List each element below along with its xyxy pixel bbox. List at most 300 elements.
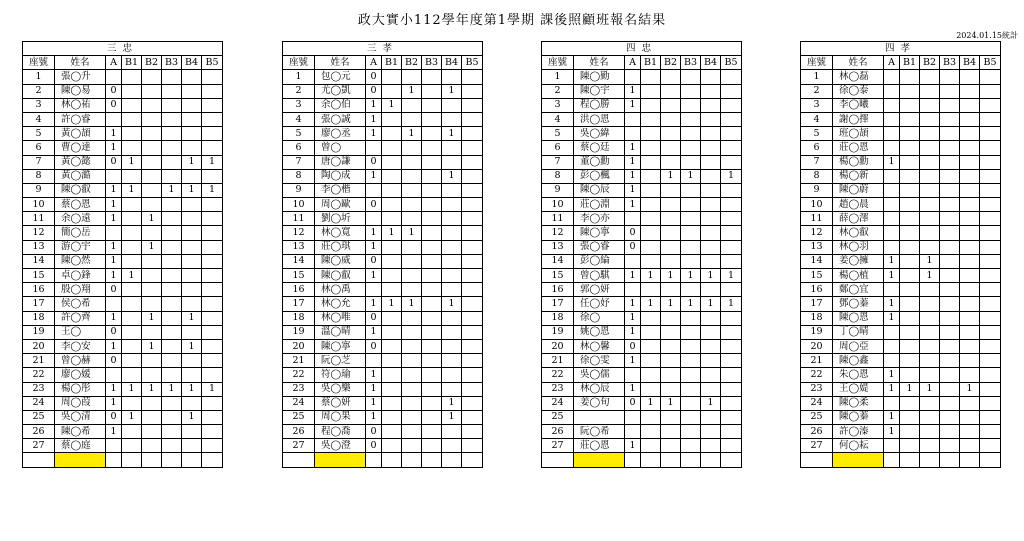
signup-cell — [980, 183, 1001, 197]
student-row — [283, 325, 483, 339]
seat-number: 22 — [23, 368, 55, 382]
signup-cell — [681, 127, 701, 141]
student-name: 蔡◯恩 — [55, 198, 106, 212]
student-name: 符◯瑜 — [315, 368, 366, 382]
signup-cell — [940, 382, 960, 396]
seat-number: 18 — [801, 311, 833, 325]
signup-cell: 1 — [625, 439, 641, 453]
signup-cell — [980, 283, 1001, 297]
signup-cell — [940, 112, 960, 126]
student-row — [801, 325, 1001, 339]
signup-cell — [940, 354, 960, 368]
signup-cell — [960, 98, 980, 112]
seat-number: 24 — [542, 396, 574, 410]
student-row — [542, 410, 742, 424]
signup-cell — [382, 425, 402, 439]
signup-cell — [402, 212, 422, 226]
signup-cell — [162, 240, 182, 254]
seat-number: 16 — [23, 283, 55, 297]
seat-number: 8 — [23, 169, 55, 183]
student-name: 林◯寬 — [315, 226, 366, 240]
signup-cell: 1 — [106, 382, 122, 396]
signup-cell — [721, 127, 742, 141]
student-row — [23, 368, 223, 382]
student-row — [801, 183, 1001, 197]
signup-cell — [462, 70, 483, 84]
seat-number: 6 — [23, 141, 55, 155]
signup-cell — [721, 183, 742, 197]
signup-cell — [960, 396, 980, 410]
signup-cell — [681, 311, 701, 325]
student-name: 姚◯恩 — [574, 325, 625, 339]
student-row — [283, 368, 483, 382]
signup-cell — [162, 70, 182, 84]
seat-number: 16 — [283, 283, 315, 297]
signup-cell — [884, 283, 900, 297]
student-row — [542, 98, 742, 112]
signup-cell — [202, 297, 223, 311]
signup-cell: 0 — [366, 311, 382, 325]
column-header: 姓名 — [833, 56, 884, 70]
empty-cell — [701, 453, 721, 467]
signup-cell — [122, 127, 142, 141]
signup-cell — [402, 169, 422, 183]
signup-cell — [402, 183, 422, 197]
student-row — [283, 226, 483, 240]
seat-number: 2 — [283, 84, 315, 98]
signup-cell — [162, 127, 182, 141]
seat-number: 21 — [23, 354, 55, 368]
signup-cell — [701, 439, 721, 453]
seat-number: 3 — [801, 98, 833, 112]
signup-cell — [920, 439, 940, 453]
signup-cell: 1 — [106, 212, 122, 226]
student-row — [23, 141, 223, 155]
signup-cell — [920, 368, 940, 382]
signup-cell: 1 — [182, 410, 202, 424]
signup-cell — [980, 112, 1001, 126]
seat-number: 17 — [542, 297, 574, 311]
student-row — [542, 198, 742, 212]
student-row — [801, 269, 1001, 283]
signup-cell — [884, 70, 900, 84]
signup-cell — [422, 212, 442, 226]
signup-cell — [422, 439, 442, 453]
signup-cell: 1 — [182, 382, 202, 396]
signup-cell — [202, 325, 223, 339]
signup-cell — [625, 425, 641, 439]
signup-cell — [701, 212, 721, 226]
seat-number: 11 — [801, 212, 833, 226]
student-row — [801, 339, 1001, 353]
student-name: 吳◯澄 — [315, 439, 366, 453]
signup-cell: 1 — [142, 212, 162, 226]
signup-cell — [142, 439, 162, 453]
student-row — [283, 141, 483, 155]
student-name: 黃◯頡 — [55, 127, 106, 141]
student-name: 何◯耘 — [833, 439, 884, 453]
signup-cell — [920, 212, 940, 226]
student-name: 姜◯旬 — [574, 396, 625, 410]
signup-cell — [641, 410, 661, 424]
signup-cell — [980, 212, 1001, 226]
signup-cell — [980, 155, 1001, 169]
signup-cell — [980, 382, 1001, 396]
signup-cell — [701, 325, 721, 339]
student-row — [542, 269, 742, 283]
signup-cell — [681, 70, 701, 84]
empty-cell — [960, 453, 980, 467]
student-name: 吳◯樂 — [315, 382, 366, 396]
signup-cell — [162, 155, 182, 169]
signup-cell — [382, 368, 402, 382]
signup-cell — [641, 311, 661, 325]
signup-cell — [106, 439, 122, 453]
seat-number: 13 — [283, 240, 315, 254]
seat-number: 5 — [542, 127, 574, 141]
signup-cell — [960, 127, 980, 141]
student-row — [283, 155, 483, 169]
student-name: 吳◯儒 — [574, 368, 625, 382]
signup-cell — [980, 439, 1001, 453]
signup-cell — [661, 339, 681, 353]
student-name: 曾◯赫 — [55, 354, 106, 368]
signup-cell — [661, 240, 681, 254]
signup-cell: 1 — [106, 198, 122, 212]
student-name: 游◯宇 — [55, 240, 106, 254]
signup-cell — [884, 339, 900, 353]
signup-cell: 1 — [182, 183, 202, 197]
signup-cell — [721, 325, 742, 339]
seat-number: 1 — [801, 70, 833, 84]
signup-cell: 1 — [382, 226, 402, 240]
student-name: 蔡◯庭 — [55, 439, 106, 453]
signup-cell: 1 — [701, 396, 721, 410]
signup-cell — [920, 98, 940, 112]
signup-cell — [661, 183, 681, 197]
student-name: 楊◯彤 — [55, 382, 106, 396]
signup-cell — [681, 339, 701, 353]
signup-cell — [162, 368, 182, 382]
signup-cell: 1 — [366, 226, 382, 240]
signup-cell — [122, 212, 142, 226]
signup-cell — [142, 169, 162, 183]
signup-cell — [422, 269, 442, 283]
signup-cell — [721, 283, 742, 297]
signup-cell — [980, 198, 1001, 212]
signup-cell — [960, 112, 980, 126]
student-name: 吳◯緯 — [574, 127, 625, 141]
signup-cell — [202, 283, 223, 297]
signup-cell — [122, 311, 142, 325]
highlight-cell — [833, 453, 884, 467]
signup-cell — [382, 240, 402, 254]
signup-cell — [142, 112, 162, 126]
signup-cell: 1 — [625, 354, 641, 368]
empty-cell — [721, 453, 742, 467]
signup-cell: 1 — [625, 198, 641, 212]
student-name: 彭◯綸 — [574, 254, 625, 268]
student-row — [801, 226, 1001, 240]
signup-cell — [182, 141, 202, 155]
signup-cell — [641, 183, 661, 197]
highlight-cell — [574, 453, 625, 467]
student-row — [23, 112, 223, 126]
signup-cell — [162, 84, 182, 98]
seat-number: 18 — [283, 311, 315, 325]
empty-cell — [980, 453, 1001, 467]
signup-cell — [202, 127, 223, 141]
signup-cell — [462, 254, 483, 268]
signup-cell — [422, 325, 442, 339]
student-row — [283, 70, 483, 84]
student-name: 廖◯媛 — [55, 368, 106, 382]
seat-number: 24 — [801, 396, 833, 410]
signup-cell — [661, 127, 681, 141]
class-name-header: 四孝 — [801, 42, 1001, 56]
signup-cell — [661, 425, 681, 439]
signup-cell — [442, 98, 462, 112]
student-name: 張◯睿 — [574, 240, 625, 254]
signup-cell: 1 — [442, 396, 462, 410]
student-name: 陳◯勤 — [574, 70, 625, 84]
student-name: 陳◯易 — [55, 84, 106, 98]
signup-cell — [900, 98, 920, 112]
signup-cell — [122, 297, 142, 311]
student-name: 陳◯寧 — [574, 226, 625, 240]
seat-number: 23 — [801, 382, 833, 396]
signup-cell: 1 — [122, 155, 142, 169]
signup-cell — [884, 354, 900, 368]
student-name: 侯◯希 — [55, 297, 106, 311]
column-header: 座號 — [23, 56, 55, 70]
signup-cell: 0 — [625, 226, 641, 240]
seat-number: 10 — [283, 198, 315, 212]
seat-number: 7 — [283, 155, 315, 169]
seat-number: 7 — [542, 155, 574, 169]
signup-cell — [721, 198, 742, 212]
student-name: 薛◯澤 — [833, 212, 884, 226]
class-table-4-zhong — [541, 41, 742, 468]
signup-cell — [402, 269, 422, 283]
student-row — [542, 339, 742, 353]
signup-cell — [162, 396, 182, 410]
student-name: 林◯祐 — [55, 98, 106, 112]
signup-cell — [900, 155, 920, 169]
signup-cell — [980, 127, 1001, 141]
signup-cell — [162, 325, 182, 339]
student-name: 陳◯叡 — [315, 269, 366, 283]
column-header: 姓名 — [315, 56, 366, 70]
signup-cell — [625, 254, 641, 268]
signup-cell: 1 — [625, 325, 641, 339]
column-header: B3 — [422, 56, 442, 70]
signup-cell — [641, 254, 661, 268]
signup-cell — [442, 339, 462, 353]
column-header: 座號 — [542, 56, 574, 70]
signup-cell — [681, 212, 701, 226]
student-row — [542, 368, 742, 382]
signup-cell — [641, 382, 661, 396]
signup-cell — [442, 112, 462, 126]
signup-cell — [142, 141, 162, 155]
signup-cell — [382, 354, 402, 368]
signup-cell — [980, 269, 1001, 283]
signup-cell — [900, 183, 920, 197]
signup-cell — [980, 425, 1001, 439]
signup-cell: 1 — [402, 297, 422, 311]
signup-cell — [442, 254, 462, 268]
signup-cell — [701, 169, 721, 183]
signup-cell: 0 — [366, 155, 382, 169]
signup-cell — [960, 141, 980, 155]
empty-cell — [641, 453, 661, 467]
signup-cell — [681, 325, 701, 339]
signup-cell — [366, 183, 382, 197]
signup-cell — [701, 368, 721, 382]
signup-cell — [900, 339, 920, 353]
student-name: 鄧◯蓁 — [833, 297, 884, 311]
seat-number: 27 — [801, 439, 833, 453]
student-name: 廖◯丞 — [315, 127, 366, 141]
signup-cell — [202, 311, 223, 325]
student-name: 吳◯清 — [55, 410, 106, 424]
signup-cell — [641, 198, 661, 212]
signup-cell — [721, 425, 742, 439]
signup-cell — [940, 439, 960, 453]
empty-cell — [920, 453, 940, 467]
student-name: 李◯安 — [55, 339, 106, 353]
signup-cell — [122, 339, 142, 353]
signup-cell: 1 — [366, 297, 382, 311]
signup-cell — [625, 112, 641, 126]
signup-cell — [884, 198, 900, 212]
seat-number: 16 — [542, 283, 574, 297]
signup-cell — [202, 226, 223, 240]
seat-number: 11 — [542, 212, 574, 226]
signup-cell: 1 — [182, 311, 202, 325]
signup-cell — [142, 269, 162, 283]
signup-cell: 1 — [721, 297, 742, 311]
student-name — [574, 410, 625, 424]
signup-cell — [661, 368, 681, 382]
student-row — [542, 169, 742, 183]
seat-number: 26 — [23, 425, 55, 439]
signup-cell — [900, 141, 920, 155]
signup-cell — [940, 254, 960, 268]
signup-cell — [900, 169, 920, 183]
signup-cell — [202, 70, 223, 84]
student-name: 郭◯妍 — [574, 283, 625, 297]
student-row — [283, 84, 483, 98]
column-header: B2 — [142, 56, 162, 70]
empty-cell — [106, 453, 122, 467]
signup-cell — [442, 439, 462, 453]
signup-cell — [661, 141, 681, 155]
signup-cell — [721, 212, 742, 226]
signup-cell — [462, 439, 483, 453]
signup-cell: 1 — [920, 382, 940, 396]
signup-cell — [661, 439, 681, 453]
signup-cell — [681, 84, 701, 98]
student-name: 任◯妤 — [574, 297, 625, 311]
class-table-3-xiao — [282, 41, 483, 468]
signup-cell: 1 — [442, 84, 462, 98]
seat-number: 20 — [23, 339, 55, 353]
student-row — [542, 297, 742, 311]
signup-cell: 0 — [625, 396, 641, 410]
signup-cell — [182, 127, 202, 141]
seat-number: 21 — [801, 354, 833, 368]
empty-cell — [940, 453, 960, 467]
signup-cell — [402, 198, 422, 212]
student-row — [283, 354, 483, 368]
signup-cell: 1 — [106, 396, 122, 410]
student-name: 莊◯恩 — [574, 439, 625, 453]
signup-cell: 1 — [106, 269, 122, 283]
signup-cell — [721, 70, 742, 84]
signup-cell: 1 — [122, 269, 142, 283]
seat-number: 9 — [542, 183, 574, 197]
empty-cell — [900, 453, 920, 467]
seat-number: 23 — [283, 382, 315, 396]
signup-cell — [940, 212, 960, 226]
signup-cell — [920, 169, 940, 183]
signup-cell — [122, 240, 142, 254]
student-name: 殷◯翔 — [55, 283, 106, 297]
signup-cell: 1 — [382, 297, 402, 311]
seat-number: 13 — [801, 240, 833, 254]
empty-cell — [23, 453, 55, 467]
student-row — [542, 425, 742, 439]
signup-cell — [900, 311, 920, 325]
signup-cell — [142, 410, 162, 424]
seat-number: 14 — [542, 254, 574, 268]
student-name: 姜◯擁 — [833, 254, 884, 268]
signup-cell — [681, 226, 701, 240]
signup-cell: 1 — [182, 155, 202, 169]
signup-cell — [920, 311, 940, 325]
empty-cell — [382, 453, 402, 467]
signup-cell — [462, 410, 483, 424]
signup-cell — [182, 226, 202, 240]
signup-cell: 1 — [122, 382, 142, 396]
signup-cell: 1 — [681, 169, 701, 183]
student-row — [801, 127, 1001, 141]
signup-cell — [402, 254, 422, 268]
signup-cell: 0 — [366, 198, 382, 212]
signup-cell: 0 — [366, 84, 382, 98]
student-name: 許◯睿 — [55, 112, 106, 126]
signup-cell — [701, 70, 721, 84]
seat-number: 1 — [542, 70, 574, 84]
signup-cell — [442, 283, 462, 297]
signup-cell — [202, 112, 223, 126]
signup-cell — [681, 382, 701, 396]
seat-number: 3 — [542, 98, 574, 112]
signup-cell — [960, 254, 980, 268]
signup-cell — [884, 112, 900, 126]
seat-number: 16 — [801, 283, 833, 297]
signup-cell — [900, 112, 920, 126]
signup-cell — [462, 98, 483, 112]
signup-cell: 0 — [366, 70, 382, 84]
signup-cell: 1 — [382, 98, 402, 112]
signup-cell — [661, 70, 681, 84]
signup-cell — [920, 198, 940, 212]
student-row — [23, 325, 223, 339]
signup-cell: 1 — [366, 382, 382, 396]
